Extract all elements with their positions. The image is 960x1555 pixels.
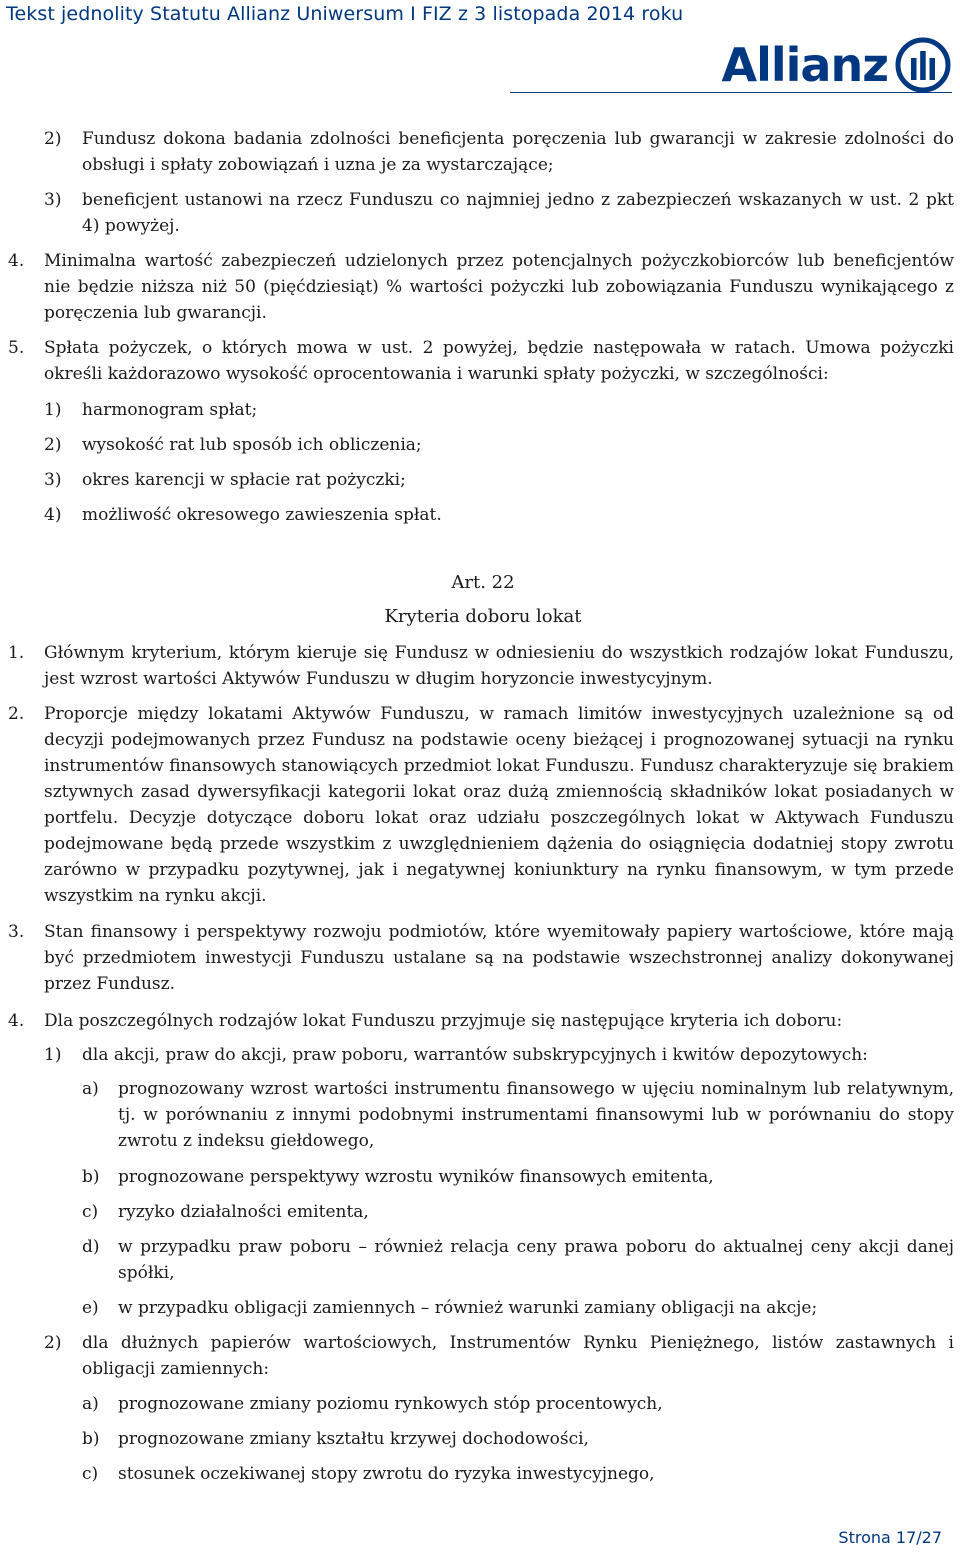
page-number: Strona 17/27 xyxy=(838,1528,942,1547)
item-letter: b) xyxy=(82,1429,100,1449)
item-text: prognozowane perspektywy wzrostu wyników finansowych emitenta, xyxy=(118,1167,714,1187)
item-letter: a) xyxy=(82,1079,99,1099)
item-text: stosunek oczekiwanej stopy zwrotu do ryzyka inwestycyjnego, xyxy=(118,1464,655,1484)
paragraph-text: Głównym kryterium, którym kieruje się Fundusz w odniesieniu do wszystkich rodzajów lokat Funduszu, jest wzrost wartości Aktywów Funduszu w długim horyzoncie inwestycyjnym. xyxy=(44,643,954,689)
logo-text: Allianz xyxy=(721,38,888,92)
document-title: Tekst jednolity Statutu Allianz Uniwersum I FIZ z 3 listopada 2014 roku xyxy=(6,3,684,25)
item-number: 1) xyxy=(44,400,62,420)
item-letter: d) xyxy=(82,1237,100,1257)
item-text: w przypadku obligacji zamiennych – również warunki zamiany obligacji na akcje; xyxy=(118,1298,818,1318)
paragraph-number: 3. xyxy=(8,922,25,942)
item-letter: c) xyxy=(82,1464,99,1484)
item-text: dla akcji, praw do akcji, praw poboru, warrantów subskrypcyjnych i kwitów depozytowych: xyxy=(82,1045,868,1065)
item-text: dla dłużnych papierów wartościowych, Instrumentów Rynku Pieniężnego, listów zastawnych i obligacji zamiennych: xyxy=(82,1333,954,1379)
item-number: 3) xyxy=(44,190,62,210)
item-text: prognozowane zmiany poziomu rynkowych stóp procentowych, xyxy=(118,1394,663,1414)
item-text: prognozowany wzrost wartości instrumentu finansowego w ujęciu nominalnym lub relatywnym, tj. w porównaniu z innymi podobnymi instrumentami finansowymi lub w porównaniu do stopy zwrotu z indeksu giełdowego, xyxy=(118,1079,954,1151)
paragraph-text: Spłata pożyczek, o których mowa w ust. 2 powyżej, będzie następowała w ratach. Umowa pożyczki określi każdorazowo wysokość oprocentowania i warunki spłaty pożyczki, w szczególności: xyxy=(44,338,954,384)
item-letter: c) xyxy=(82,1202,99,1222)
paragraph-number: 4. xyxy=(8,251,25,271)
item-text: w przypadku praw poboru – również relacja ceny prawa poboru do aktualnej ceny akcji danej spółki, xyxy=(118,1237,954,1283)
article-title: Kryteria doboru lokat xyxy=(384,606,582,627)
item-text: możliwość okresowego zawieszenia spłat. xyxy=(82,505,442,525)
item-text: Fundusz dokona badania zdolności beneficjenta poręczenia lub gwarancji w zakresie zdolności do obsługi i spłaty zobowiązań i uzna je za wystarczające; xyxy=(82,129,954,175)
paragraph-text: Stan finansowy i perspektywy rozwoju podmiotów, które wyemitowały papiery wartościowe, które mają być przedmiotem inwestycji Funduszu ustalane są na podstawie wszechstronnej analizy dokonywanej przez Fundusz. xyxy=(44,922,954,994)
item-text: beneficjent ustanowi na rzecz Funduszu co najmniej jedno z zabezpieczeń wskazanych w ust. 2 pkt 4) powyżej. xyxy=(82,190,954,236)
item-number: 1) xyxy=(44,1045,62,1065)
paragraph-number: 4. xyxy=(8,1011,25,1031)
paragraph-number: 5. xyxy=(8,338,25,358)
paragraph-text: Proporcje między lokatami Aktywów Funduszu, w ramach limitów inwestycyjnych uzależnione są od decyzji podejmowanych przez Fundusz na podstawie oceny bieżącej i prognozowanej sytuacji na rynku instrumentów finansowych stanowiących przedmiot lokat Funduszu. Fundusz charakteryzuje się brakiem sztywnych zasad dywersyfikacji kategorii lokat oraz dużą zmiennością składników lokat posiadanych w portfelu. Decyzje dotyczące doboru lokat oraz udziału poszczególnych lokat w Aktywach Funduszu podejmowane będą przede wszystkim z uwzględnieniem dążenia do osiągnięcia dodatniej stopy zwrotu zarówno w przypadku pozytywnej, jak i negatywnej koniunktury na rynku finansowym, w tym przede wszystkim na rynku akcji. xyxy=(44,704,954,906)
item-text: ryzyko działalności emitenta, xyxy=(118,1202,369,1222)
paragraph-number: 1. xyxy=(8,643,25,663)
item-number: 2) xyxy=(44,435,62,455)
article-number: Art. 22 xyxy=(451,572,515,593)
paragraph-number: 2. xyxy=(8,704,25,724)
item-letter: b) xyxy=(82,1167,100,1187)
paragraph-text: Dla poszczególnych rodzajów lokat Funduszu przyjmuje się następujące kryteria ich doboru: xyxy=(44,1011,843,1031)
item-number: 2) xyxy=(44,1333,62,1353)
item-text: prognozowane zmiany kształtu krzywej dochodowości, xyxy=(118,1429,589,1449)
item-number: 4) xyxy=(44,505,62,525)
item-letter: a) xyxy=(82,1394,99,1414)
item-number: 3) xyxy=(44,470,62,490)
item-letter: e) xyxy=(82,1298,99,1318)
item-text: harmonogram spłat; xyxy=(82,400,258,420)
item-text: wysokość rat lub sposób ich obliczenia; xyxy=(82,435,422,455)
item-number: 2) xyxy=(44,129,62,149)
item-text: okres karencji w spłacie rat pożyczki; xyxy=(82,470,406,490)
paragraph-text: Minimalna wartość zabezpieczeń udzielonych przez potencjalnych pożyczkobiorców lub beneficjentów nie będzie niższa niż 50 (pięćdziesiąt) % wartości pożyczki lub zobowiązania Funduszu wynikającego z poręczenia lub gwarancji. xyxy=(44,251,954,323)
